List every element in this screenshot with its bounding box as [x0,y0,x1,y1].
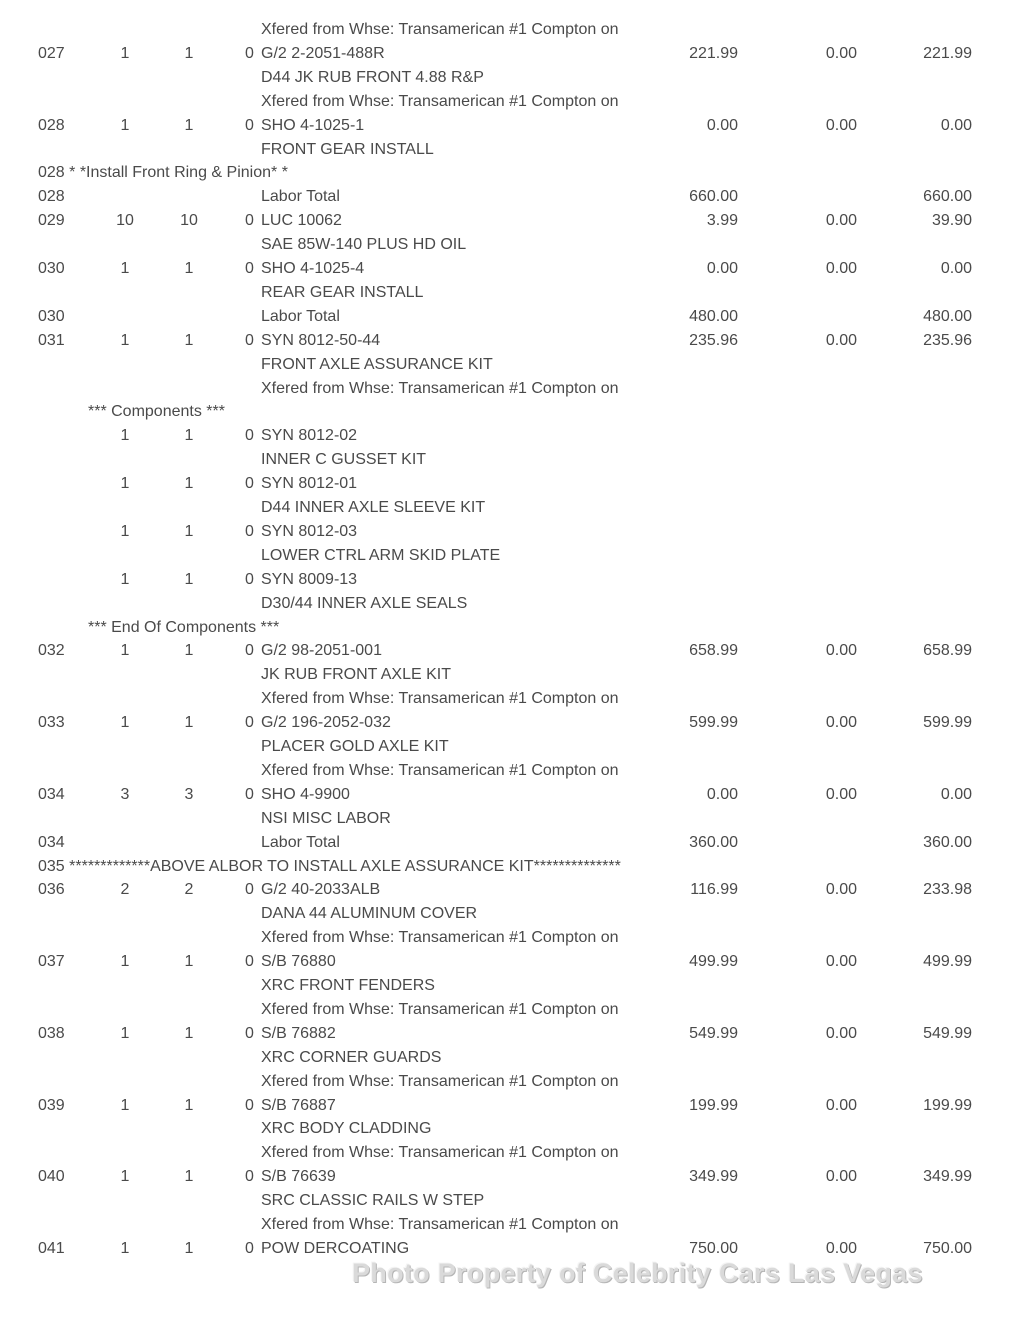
discount: 0.00 [825,714,857,732]
unit-price: 599.99 [689,714,738,732]
item-description: POW DERCOATING [261,1239,410,1257]
item-description: Xfered from Whse: Transamerican #1 Compton on [261,1000,619,1018]
item-detail-line [0,19,1024,41]
line-item-row [0,186,1024,208]
backorder-qty: 0 [245,953,254,971]
line-item-row [0,879,1024,901]
item-detail-line [0,999,1024,1021]
item-description: SYN 8012-02 [261,427,358,445]
extended-amount: 39.90 [931,212,972,230]
line-number: 036 [38,881,65,899]
discount: 0.00 [825,1024,857,1042]
backorder-qty: 0 [245,714,254,732]
item-description: D30/44 INNER AXLE SEALS [261,594,468,612]
ordered-qty: 1 [120,1096,130,1114]
line-item-row [0,712,1024,734]
item-description: REAR GEAR INSTALL [261,283,424,301]
shipped-qty: 1 [184,714,194,732]
ordered-qty: 2 [120,881,130,899]
unit-price: 116.99 [690,881,738,899]
item-detail-line [0,497,1024,519]
item-description: LOWER CTRL ARM SKID PLATE [261,546,501,564]
item-description: Xfered from Whse: Transamerican #1 Compton on [261,929,619,947]
components-marker [0,401,1024,423]
item-description: SHO 4-1025-1 [261,116,365,134]
item-description: FRONT AXLE ASSURANCE KIT [261,355,493,373]
item-description: SYN 8012-01 [261,475,358,493]
item-description: Labor Total [261,307,340,325]
backorder-qty: 0 [245,1024,254,1042]
shipped-qty: 1 [184,570,194,588]
item-detail-line [0,449,1024,471]
note-line [0,162,1024,184]
line-item-row [0,569,1024,591]
ordered-qty: 1 [120,116,130,134]
item-description: LUC 10062 [261,212,342,230]
unit-price: 0.00 [706,260,738,277]
item-description: G/2 40-2033ALB [261,881,381,899]
item-description: G/2 196-2052-032 [261,714,391,732]
line-number: 030 [38,260,65,277]
line-item-row [0,210,1024,232]
backorder-qty: 0 [245,522,254,540]
item-detail-line [0,736,1024,758]
item-detail-line [0,282,1024,304]
extended-amount: 221.99 [923,44,972,62]
extended-amount: 349.99 [923,1168,972,1186]
ordered-qty: 3 [120,785,130,803]
item-detail-line [0,1190,1024,1212]
item-description: DANA 44 ALUMINUM COVER [261,905,478,923]
item-description: Labor Total [261,188,340,206]
shipped-qty: 1 [184,260,194,277]
backorder-qty: 0 [245,881,254,899]
unit-price: 499.99 [689,953,738,971]
item-description: S/B 76887 [261,1096,336,1114]
line-number: 033 [38,714,65,732]
item-description: D44 JK RUB FRONT 4.88 R&P [261,68,484,86]
shipped-qty: 1 [184,1096,194,1114]
item-detail-line [0,1214,1024,1236]
ordered-qty: 1 [120,714,130,732]
ordered-qty: 1 [120,331,130,349]
backorder-qty: 0 [245,212,254,230]
item-detail-line [0,760,1024,782]
line-item-row [0,306,1024,328]
line-number: 031 [38,331,65,349]
ordered-qty: 1 [120,953,130,971]
item-description: Xfered from Whse: Transamerican #1 Compton on [261,21,619,38]
unit-price: 235.96 [689,331,738,349]
components-label: *** End Of Components *** [88,618,280,636]
shipped-qty: 1 [184,1239,194,1257]
line-item-row [0,1166,1024,1188]
shipped-qty: 1 [184,953,194,971]
item-detail-line [0,91,1024,113]
line-item-row [0,640,1024,662]
shipped-qty: 1 [184,331,194,349]
extended-amount: 233.98 [923,881,972,899]
item-detail-line [0,975,1024,997]
ordered-qty: 10 [116,212,134,230]
item-detail-line [0,139,1024,161]
discount: 0.00 [825,1239,857,1257]
backorder-qty: 0 [245,427,254,445]
item-description: Xfered from Whse: Transamerican #1 Compton on [261,761,619,779]
item-description: D44 INNER AXLE SLEEVE KIT [261,499,486,516]
unit-price: 349.99 [689,1168,738,1186]
line-item-row [0,1238,1024,1260]
backorder-qty: 0 [245,1239,254,1257]
item-description: SAE 85W-140 PLUS HD OIL [261,236,467,254]
ordered-qty: 1 [120,260,130,277]
backorder-qty: 0 [245,260,254,277]
extended-amount: 199.99 [923,1096,972,1114]
item-detail-line [0,664,1024,686]
unit-price: 0.00 [706,785,738,803]
item-description: S/B 76880 [261,953,336,971]
extended-amount: 360.00 [923,833,972,851]
unit-price: 480.00 [689,307,738,325]
shipped-qty: 1 [184,475,194,493]
line-item-row [0,258,1024,280]
item-description: Xfered from Whse: Transamerican #1 Compton on [261,379,619,397]
extended-amount: 599.99 [923,714,972,732]
item-description: XRC FRONT FENDERS [261,977,435,994]
shipped-qty: 1 [184,44,194,62]
item-detail-line [0,67,1024,89]
components-label: *** Components *** [88,403,225,421]
note-text: 028 * *Install Front Ring & Pinion* * [38,164,288,182]
unit-price: 199.99 [689,1096,738,1114]
extended-amount: 0.00 [940,116,972,134]
item-detail-line [0,903,1024,925]
line-item-row [0,832,1024,854]
unit-price: 549.99 [689,1024,738,1042]
item-description: Xfered from Whse: Transamerican #1 Compton on [261,1144,619,1162]
item-description: SHO 4-1025-4 [261,260,365,277]
item-description: NSI MISC LABOR [261,809,391,827]
item-description: SRC CLASSIC RAILS W STEP [261,1192,485,1210]
shipped-qty: 1 [184,1024,194,1042]
note-line [0,856,1024,878]
discount: 0.00 [825,212,857,230]
extended-amount: 499.99 [923,953,972,971]
item-description: XRC BODY CLADDING [261,1120,432,1138]
item-detail-line [0,1047,1024,1069]
line-item-row [0,1023,1024,1045]
item-description: G/2 2-2051-488R [261,44,385,62]
unit-price: 3.99 [706,212,738,230]
extended-amount: 658.99 [923,642,972,660]
item-description: PLACER GOLD AXLE KIT [261,738,449,755]
line-number: 038 [38,1024,65,1042]
item-detail-line [0,378,1024,400]
line-item-row [0,43,1024,65]
discount: 0.00 [825,44,857,62]
line-item-row [0,473,1024,495]
ordered-qty: 1 [120,642,130,660]
discount: 0.00 [825,881,857,899]
discount: 0.00 [825,953,857,971]
shipped-qty: 1 [184,522,194,540]
unit-price: 750.00 [689,1239,738,1257]
discount: 0.00 [825,116,857,134]
unit-price: 658.99 [689,642,738,660]
line-number: 034 [38,833,65,851]
backorder-qty: 0 [245,44,254,62]
line-item-row [0,951,1024,973]
extended-amount: 750.00 [923,1239,972,1257]
components-marker [0,617,1024,639]
shipped-qty: 1 [184,642,194,660]
photo-watermark: Photo Property of Celebrity Cars Las Vegas [352,1258,923,1288]
discount: 0.00 [825,642,857,660]
item-description: SYN 8012-50-44 [261,331,381,349]
shipped-qty: 3 [184,785,194,803]
unit-price: 660.00 [689,188,738,206]
extended-amount: 235.96 [923,331,972,349]
item-description: INNER C GUSSET KIT [261,451,427,469]
unit-price: 221.99 [689,44,738,62]
ordered-qty: 1 [120,427,130,445]
item-detail-line [0,808,1024,830]
item-description: JK RUB FRONT AXLE KIT [261,666,451,684]
item-detail-line [0,1142,1024,1164]
line-number: 037 [38,953,65,971]
discount: 0.00 [825,785,857,803]
line-number: 028 [38,188,65,206]
line-number: 041 [38,1239,65,1257]
ordered-qty: 1 [120,1239,130,1257]
item-description: XRC CORNER GUARDS [261,1048,442,1066]
ordered-qty: 1 [120,44,130,62]
item-detail-line [0,927,1024,949]
item-detail-line [0,234,1024,256]
item-description: S/B 76882 [261,1024,336,1042]
item-description: Xfered from Whse: Transamerican #1 Compton on [261,1216,619,1233]
ordered-qty: 1 [120,1168,130,1186]
item-description: Xfered from Whse: Transamerican #1 Compton on [261,92,619,110]
shipped-qty: 1 [184,1168,194,1186]
unit-price: 360.00 [689,833,738,851]
discount: 0.00 [825,260,857,277]
ordered-qty: 1 [120,522,130,540]
extended-amount: 549.99 [923,1024,972,1042]
item-description: Xfered from Whse: Transamerican #1 Compton on [261,690,619,708]
item-description: SYN 8012-03 [261,522,358,540]
item-detail-line [0,1118,1024,1140]
item-detail-line [0,688,1024,710]
extended-amount: 0.00 [940,785,972,803]
note-text: 035 *************ABOVE ALBOR TO INSTALL AXLE ASSURANCE KIT************** [38,857,621,875]
line-item-row [0,425,1024,447]
item-detail-line [0,593,1024,615]
shipped-qty: 1 [184,116,194,134]
item-description: SYN 8009-13 [261,570,358,588]
item-description: SHO 4-9900 [261,785,350,803]
discount: 0.00 [825,331,857,349]
line-item-row [0,521,1024,543]
shipped-qty: 1 [184,427,194,445]
backorder-qty: 0 [245,1096,254,1114]
line-number: 039 [38,1096,65,1114]
backorder-qty: 0 [245,116,254,134]
item-description: G/2 98-2051-001 [261,642,382,660]
item-description: FRONT GEAR INSTALL [261,140,434,158]
item-description: Labor Total [261,833,340,851]
line-item-row [0,115,1024,137]
line-number: 032 [38,642,65,660]
line-number: 040 [38,1168,65,1186]
line-number: 028 [38,116,65,134]
backorder-qty: 0 [245,475,254,493]
ordered-qty: 1 [120,1024,130,1042]
item-description: S/B 76639 [261,1168,336,1186]
ordered-qty: 1 [120,475,130,493]
line-number: 029 [38,212,65,230]
ordered-qty: 1 [120,570,130,588]
discount: 0.00 [825,1168,857,1186]
extended-amount: 660.00 [923,188,972,206]
discount: 0.00 [825,1096,857,1114]
backorder-qty: 0 [245,642,254,660]
item-detail-line [0,354,1024,376]
line-item-row [0,784,1024,806]
line-number: 027 [38,44,65,62]
extended-amount: 0.00 [940,260,972,277]
line-number: 034 [38,785,65,803]
line-item-row [0,1095,1024,1117]
extended-amount: 480.00 [923,307,972,325]
backorder-qty: 0 [245,331,254,349]
shipped-qty: 10 [180,212,198,230]
backorder-qty: 0 [245,785,254,803]
line-item-row [0,330,1024,352]
item-detail-line [0,545,1024,567]
item-description: Xfered from Whse: Transamerican #1 Compton on [261,1072,619,1090]
shipped-qty: 2 [184,881,194,899]
backorder-qty: 0 [245,1168,254,1186]
line-number: 030 [38,307,65,325]
unit-price: 0.00 [706,116,738,134]
backorder-qty: 0 [245,570,254,588]
item-detail-line [0,1071,1024,1093]
